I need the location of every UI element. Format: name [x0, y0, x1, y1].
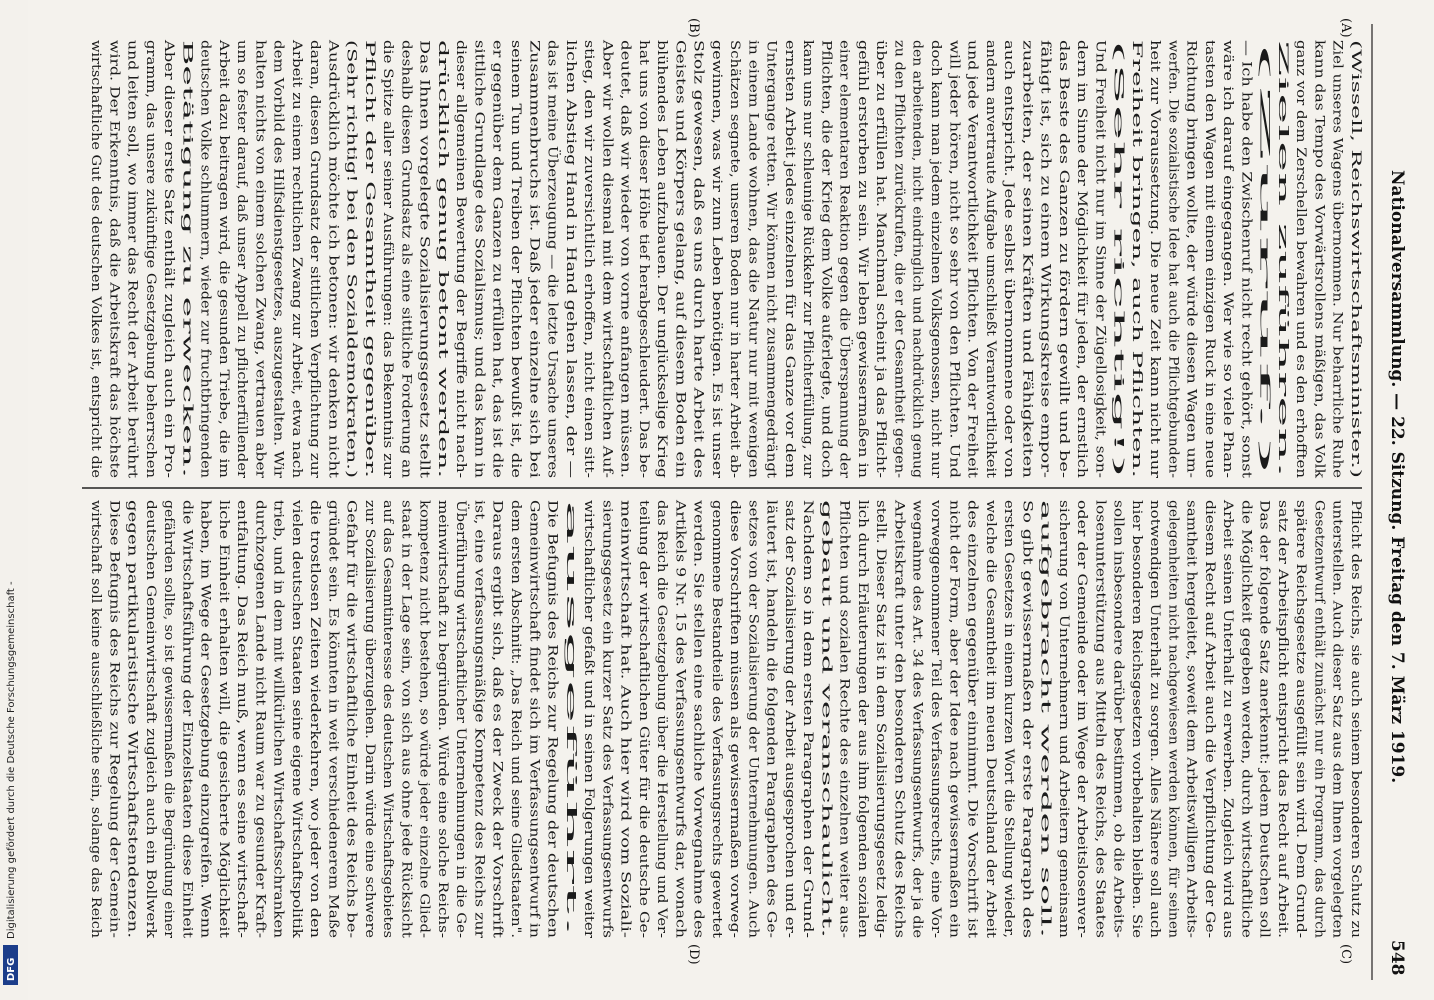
right-column-line: spätere Reichsgesetze ausgefüllt sein wird. Dem Grund-: [1293, 500, 1309, 872]
right-column-line: unterstellen. Auch dieser Satz aus dem Ihnen vorgelegten: [1329, 500, 1345, 884]
right-column-line: stellt. Dieser Satz ist in dem Sozialisierungsgesetz ledig-: [873, 500, 889, 875]
right-column-line: Gemeinwirtschaft findet sich im Verfassungsentwurf in: [526, 500, 542, 864]
right-column-line: setzes von der Sozialisierung der Unternehmungen. Auch: [745, 500, 761, 882]
right-column-line: wirtschaft soll keine ausschließliche sein, solange das Reich: [88, 500, 103, 898]
right-column-line: sierungsgesetz ein kurzer Satz des Verfassungsentwurfs: [599, 500, 615, 873]
left-column-line: Zusammenbruchs ist. Daß jeder einzelne sich bei: [526, 40, 542, 366]
right-column-line: die Wirtschaftsführung der Einzelstaaten diese Einheit: [179, 500, 195, 863]
left-column-line: Ausdrücklich möchte ich betonen: wir denken nicht: [325, 40, 341, 381]
right-column-line: entfaltung. Das Reich muß, wenn es seine wirtschaft-: [234, 500, 250, 853]
right-column-line: losenunterstützung aus Mitteln des Reichs, des Staates: [1092, 500, 1108, 867]
left-column-line: deshalb diesen Grundsatz als eine sittliche Forderung an: [398, 40, 414, 417]
margin-marker-b: (B): [686, 18, 701, 38]
left-column-line: Das Ihnen vorgelegte Sozialisierungsgesetz stellt: [416, 40, 432, 366]
right-column-line: zur Sozialisierung überzugehen. Darin würde eine schwere: [361, 500, 377, 892]
right-column-line: die Möglichkeit gegeben werden, durch wirtschaftliche: [1238, 500, 1254, 867]
left-column-line: über zu erfüllen hat. Manchmal scheint ja das Pflicht-: [873, 40, 889, 395]
right-column-line: Die Befugnis des Reichs zur Regelung der deutschen: [544, 500, 560, 851]
left-column-line: dem Vorbild des Hilfsdienstgesetzes, auszugestalten. Wir: [270, 40, 286, 419]
left-column-line: halten nichts von einem solchen Zwang, vertrauen aber: [252, 40, 268, 409]
left-column-line: Aber wir wollen diesmal mit dem wirtschaftlichen Auf-: [599, 40, 615, 400]
left-column-line: — Ich habe den Zwischenruf nicht recht gehört, sonst: [1238, 40, 1254, 397]
right-column-line: deutschen Gemeinwirtschaft zugleich auch ein Bollwerk: [142, 500, 158, 872]
right-column-line: Diese Befugnis des Reichs zur Regelung der Gemein-: [106, 500, 122, 852]
right-column-line: ausgeführt.: [562, 500, 578, 576]
margin-marker-a: (A): [1338, 18, 1353, 38]
left-column-line: dieser allgemeinen Bewertung der Begriffe nicht nach-: [453, 40, 469, 404]
left-column-line: sittliche Grundlage des Sozialismus; und das kann in: [471, 40, 487, 390]
right-column-line: Artikels 9 Nr. 15 des Verfassungsentwurfs dar, wonach: [672, 500, 688, 863]
left-column-line: seinem Tun und Treiben der Pflichten bewußt ist, die: [508, 40, 523, 393]
right-column-line: ersten Gesetzes in einem kurzen Wort die Stellung wieder,: [1001, 500, 1016, 887]
right-column-line: sollen insbesondere darüber bestimmen, ob die Arbeits-: [1110, 500, 1126, 870]
right-column-line: meinwirtschaft zu begründen. Würde eine solche Reichs-: [435, 500, 450, 877]
left-column-line: fähigt ist, sich zu einem Wirkungskreise empor-: [1037, 40, 1053, 356]
right-column-line: gelegenheiten nicht nachgewiesen werden können, für seinen: [1165, 500, 1181, 910]
margin-marker-d: (D): [686, 944, 701, 965]
left-column-line: Stolz gewesen, daß es uns durch harte Arbeit des: [690, 40, 706, 368]
right-column-line: nicht der Form, aber der Idee nach gewissermaßen ein: [946, 500, 962, 864]
right-column-line: Nachdem so in dem ersten Paragraphen der Grund-: [800, 500, 816, 843]
left-column-line: die Spitze aller seiner Ausführungen: das Bekenntnis zur: [380, 40, 396, 417]
left-column-line: ernsten Arbeit jedes einzelnen für das Ganze vor dem: [781, 40, 797, 395]
left-column-line: um so fester darauf, daß unser Appell zu pflichterfüllender: [234, 40, 250, 429]
left-column-line: (Sehr richtig! bei den Sozialdemokraten.): [343, 40, 359, 315]
left-column-line: blühendes Leben aufzubauen. Der unglückselige Krieg: [654, 40, 670, 403]
right-column-line: Arbeitskraft unter den besonderen Schutz des Reichs: [891, 500, 907, 854]
left-column-line: hat uns von dieser Höhe tief herabgeschleudert. Das be-: [635, 40, 651, 413]
right-column-line: Gesetzentwurf enthält zunächst nur ein Programm, das durch: [1311, 500, 1327, 910]
left-column-line: Betätigung zu erwecken.: [179, 40, 195, 205]
right-column-line: samtheit hergeleitet, soweit dem Arbeitswilligen Arbeits-: [1183, 500, 1199, 878]
left-column-line: wirtschaftliche Gut des deutschen Volkes ist, entspricht die: [88, 40, 103, 433]
left-column-line: Richtung bringen wollte, der würde diesen Wagen um-: [1183, 40, 1199, 401]
right-column-line: satz der Arbeitspflicht entspricht das Recht auf Arbeit.: [1275, 500, 1290, 863]
right-column-line: welche die Gesamtheit im neuen Deutschland der Arbeit: [982, 500, 998, 874]
left-column-line: werfen. Die sozialistische Idee hat auch die Pflichtgebunden-: [1165, 40, 1181, 444]
right-column-line: durchzogenen Lande nicht Raum war zu gesunder Kraft-: [252, 500, 268, 876]
right-column-line: ist, eine verfassungsmäßige Kompetenz des Reichs zur: [471, 500, 487, 863]
left-column-line: Schätzen segnete, unseren Boden nur in harter Arbeit ab-: [727, 40, 743, 423]
left-column-line: gewinnen, was wir zum Leben benötigen. Es ist unser: [708, 40, 724, 397]
left-column-line: zuarbeiten, der seinen Kräften und Fähigkeiten: [1019, 40, 1035, 354]
left-column-line: lichen Abstieg Hand in Hand gehen lassen, der —: [562, 40, 578, 369]
right-column-line: Pflicht des Reichs, sie auch seinem besonderen Schutz zu: [1348, 500, 1363, 881]
right-column-line: Gefahr für die wirtschaftliche Einheit des Reichs be-: [343, 500, 359, 847]
right-column-line: dem ersten Abschnitt: „Das Reich und seine Gliedstaaten".: [508, 500, 523, 889]
right-column-line: So gibt gewissermaßen der erste Paragraph des: [1019, 500, 1035, 819]
right-column-line: notwendigen Unterhalt zu sorgen. Alles Nähere soll auch: [1147, 500, 1163, 879]
left-column-line: tasten den Wagen mit einem einzigen Ruck in eine neue: [1201, 40, 1217, 411]
left-column-line: gramm, das unsere zukünftige Gesetzgebung beherrschen: [142, 40, 158, 427]
page-number: 548: [1387, 940, 1407, 976]
left-column-line: wird. Der Erkenntnis, daß die Arbeitskraft das höchste: [106, 40, 122, 403]
left-column-line: dern im Sinne der Möglichkeit für jeden, der ernstlich: [1074, 40, 1090, 399]
right-column-line: Überführung wirtschaftlicher Unternehmungen in die Ge-: [453, 500, 469, 883]
left-column-line: den arbeitenden, nicht eindringlich und nachdrücklich genug: [909, 40, 925, 447]
left-column-line: und jede Verantwortlichkeit Pflichten. Von der Freiheit: [964, 40, 980, 403]
right-column-line: werden. Sie stellen eine sachliche Vorwegnahme des: [690, 500, 706, 850]
left-column-line: er gegenüber dem Ganzen zu erfüllen hat, das ist die: [489, 40, 505, 392]
right-column-line: Arbeit seinen Unterhalt zu erwerben. Zugleich wird aus: [1220, 500, 1236, 870]
left-column-line: drücklich genug betont werden.: [435, 40, 450, 252]
right-column-line: vorweggenommener Teil des Verfassungsrechts, eine Vor-: [928, 500, 943, 883]
left-column-line: Ziel unseres Wagens übernommen. Nur beharrliche Ruhe: [1329, 40, 1345, 421]
left-column-line: Untergange retten. Wir können nicht zusammengedrängt: [763, 40, 779, 421]
right-column-line: meinwirtschaft hat. Auch hier wird vom Soziali-: [617, 500, 633, 816]
right-column-line: wegnahme des Art. 34 des Verfassungsentwurfs, der ja die: [909, 500, 925, 889]
right-column-line: Pflichten und sozialen Rechte des einzelnen weiter aus-: [836, 500, 852, 868]
right-column-line: das Reich die Gesetzgebung über die Herstellung und Ver-: [654, 500, 670, 888]
right-column-line: satz der Sozialisierung der Arbeit ausgesprochen und er-: [781, 500, 797, 878]
left-column-line: das ist meine Überzeugung — die letzte Ursache unseres: [544, 40, 560, 419]
right-column-line: Daraus ergibt sich, daß es der Zweck der Vorschrift: [489, 500, 505, 843]
right-column-line: gebaut und veranschaulicht.: [818, 500, 834, 689]
right-column-line: gegen partikularistische Wirtschaftstendenzen.: [124, 500, 140, 814]
header-title: Nationalversammlung. — 22. Sitzung. Freitag den 7. März 1919.: [1387, 170, 1407, 784]
left-column-line: einer elementaren Reaktion gegen die Überspannung der: [836, 40, 852, 422]
left-column-line: Freiheit bringen, auch Pflichten.: [1128, 40, 1144, 255]
left-column-line: Arbeit zu einem rechtlichen Zwang zur Arbeit, etwa nach: [288, 40, 304, 420]
margin-marker-c: (C): [1338, 944, 1353, 965]
left-column-line: kann das Tempo des Vorwärtsrollens mäßigen, das Volk: [1311, 40, 1327, 408]
left-column-line: Pflichten, die der Krieg dem Volke auferlegte, und doch: [818, 40, 834, 408]
right-column-line: wirtschaftlicher gefaßt und in seinen Folgerungen weiter: [581, 500, 596, 879]
left-column-line: Und Freiheit nicht nur im Sinne der Zügellosigkeit, son-: [1092, 40, 1108, 411]
left-column-line: auch entspricht. Jede selbst übernommene oder von: [1001, 40, 1016, 385]
sidebar-credit: [3, 581, 18, 985]
right-column-line: auf das Gesamtinteresse des deutschen Wirtschaftsgebietes: [380, 500, 396, 897]
left-column-line: deutet, daß wir wieder von vorne anfangen müssen.: [617, 40, 633, 384]
left-column-line: Geistes und Körpers gelang, auf diesem Boden ein: [672, 40, 688, 374]
right-column-line: liche Einheit erhalten will, die gesicherte Möglichkeit: [215, 500, 231, 856]
left-column-line: zu den Pflichten zurückrufen, die er der Gesamtheit gegen-: [891, 40, 907, 433]
left-column-line: (Wissell, Reichswirtschaftsminister.): [1348, 40, 1363, 281]
left-column-line: Pflicht der Gesamtheit gegenüber.: [361, 40, 377, 267]
left-column-line: Zielen zuführen.: [1275, 40, 1290, 149]
right-column-line: oder der Gemeinde oder im Wege der Arbeitslosenver-: [1074, 500, 1090, 861]
left-column-line: das Beste des Ganzen zu fördern gewillt und be-: [1055, 40, 1071, 360]
left-column-line: andern anvertraute Aufgabe umschließt Verantwortlichkeit: [982, 40, 998, 432]
right-column-line: genommene Bestandteile des Verfassungsrechts gewertet: [708, 500, 724, 883]
left-column-line: gefühl erstorben zu sein. Wir leben gewissermaßen in: [855, 40, 870, 397]
left-column-line: wäre ich darauf eingegangen. Wer wie so viele Phan-: [1220, 40, 1236, 391]
left-column-line: (Zuruf.): [1256, 40, 1272, 91]
left-column-line: (Sehr richtig!): [1110, 40, 1126, 135]
right-column-line: aufgebracht werden soll.: [1037, 500, 1053, 665]
left-column-line: Aber dieser erste Satz enthält zugleich auch ein Pro-: [161, 40, 176, 389]
left-column-line: will jeder hören, nicht so sehr von den Pflichten. Und: [946, 40, 962, 393]
right-column-line: läutert ist, handeln die folgenden Paragraphen des Ge-: [763, 500, 779, 863]
right-column-line: gründet sein. Es könnten in weit verschiedenerem Maße: [325, 500, 341, 875]
right-column-line: haben, im Wege der Gesetzgebung einzugreifen. Wenn: [197, 500, 213, 862]
right-column-line: die trostlosen Zeiten wiederkehren, wo jeder von den: [307, 500, 323, 854]
right-column-line: vielen deutschen Staaten seine eigene Wirtschaftspolitik: [288, 500, 304, 875]
right-column-line: des einzelnen gegenüber einnimmt. Die Vorschrift ist: [964, 500, 980, 852]
left-column-line: Arbeit dazu beitragen wird, die gesunden Triebe, die im: [215, 40, 231, 411]
right-column-line: lich durch Erläuterungen der aus ihm folgenden sozialen: [855, 500, 870, 877]
dfg-logo-text: DFG: [6, 957, 17, 981]
right-column-line: staat in der Lage sein, von sich aus ohne jede Rücksicht: [398, 500, 414, 870]
left-column-line: ganz vor dem Zerschellen bewahren und es den erhofften: [1293, 40, 1309, 422]
left-column-line: heit zur Voraussetzung. Die neue Zeit kann nicht nur: [1147, 40, 1163, 390]
right-column-line: teilung der wirtschaftlichen Güter für die deutsche Ge-: [635, 500, 651, 864]
right-column-line: diese Vorschriften müssen als gewissermaßen vorweg-: [727, 500, 743, 862]
right-column-line: sicherung von Unternehmern und Arbeitern gemeinsam: [1055, 500, 1071, 871]
left-column-line: doch kann man jedem einzelnen Volksgenossen, nicht nur: [928, 40, 943, 422]
credit-text: Digitalisierung gefördert durch die Deutsche Forschungsgemeinschaft -: [6, 581, 17, 939]
left-column-line: und leiten soll, wo immer das Recht der Arbeit berührt: [124, 40, 140, 403]
left-column-line: in einem Lande wohnen, das die Natur nur mit wenigen: [745, 40, 761, 409]
right-column-line: kompetenz nicht bestehen, so würde jeder einzelne Glied-: [416, 500, 432, 883]
right-column-line: Das der folgende Satz anerkennt: jedem Deutschen soll: [1256, 500, 1272, 867]
right-column-line: hier besonderen Reichsgesetzen vorbehalten bleiben. Sie: [1128, 500, 1144, 880]
left-column-line: deutschen Volke schlummern, wieder zur fruchtbringenden: [197, 40, 213, 434]
left-column-line: kann uns nur schleunige Rückkehr zur Pflichterfüllung, zur: [800, 40, 816, 433]
right-column-line: trieb, und in dem mit willkürlichen Wirtschaftsschranken: [270, 500, 286, 879]
right-column-line: diesem Recht auf Arbeit auch die Verpflichtung der Ge-: [1201, 500, 1217, 867]
right-column-line: gefährden sollte, so ist gewissermaßen die Begründung einer: [161, 500, 176, 907]
left-column-line: daran, diesen Grundsatz der sittlichen Verpflichtung zur: [307, 40, 323, 413]
left-column-line: stieg, den wir zuversichtlich erhoffen, nicht einen sitt-: [581, 40, 596, 399]
